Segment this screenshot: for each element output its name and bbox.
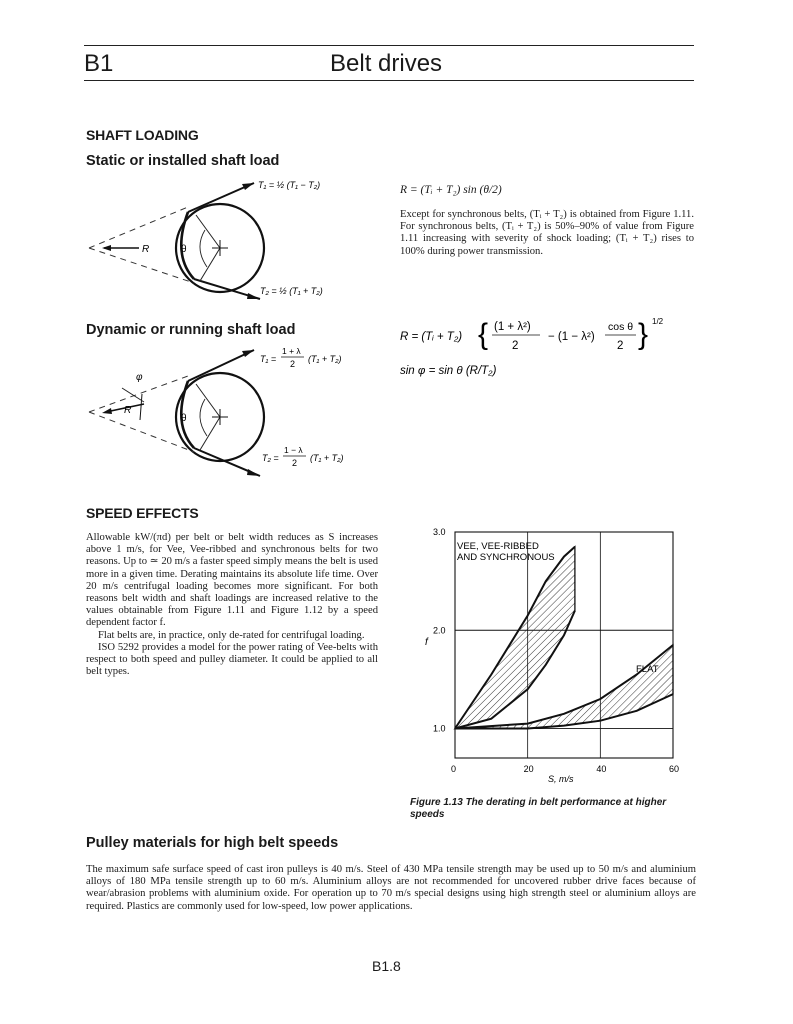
dashed-line-upper	[89, 207, 188, 248]
formula-frac2-den: 2	[617, 340, 624, 352]
formula-lead: R = (Tᵢ + T₂)	[400, 331, 463, 343]
y-axis-label: f	[425, 637, 428, 648]
belt-arrow-top	[242, 350, 254, 357]
formula-power: 1/2	[652, 317, 664, 326]
label-t1-prefix: T₁ =	[260, 354, 277, 364]
formula-frac1-num: (1 + λ²)	[494, 321, 531, 333]
dynamic-formula	[398, 308, 694, 388]
resultant-arrowhead	[102, 408, 112, 414]
label-t1-frac-num: 1 + λ	[282, 346, 301, 356]
theta-arc	[200, 399, 207, 436]
y-tick-label: 2.0	[433, 625, 446, 636]
radius-upper	[196, 215, 220, 248]
label-t2-frac-num: 1 − λ	[284, 445, 303, 455]
header-bottom-rule	[84, 80, 694, 81]
static-load-subheading: Static or installed shaft load	[86, 153, 280, 169]
label-t1-suffix: (T₁ + T₂)	[308, 354, 342, 364]
section-code: B1	[84, 50, 114, 77]
shaft-loading-heading: SHAFT LOADING	[86, 127, 199, 143]
radius-lower	[200, 248, 220, 281]
speed-para-2: Flat belts are, in practice, only de-rated for centrifugal loading.	[98, 629, 365, 641]
formula-phi: sin φ = sin θ (R/T₂)	[400, 365, 497, 377]
speed-effects-text	[86, 532, 378, 678]
derating-chart	[410, 520, 700, 790]
speed-para-3: ISO 5292 provides a model for the power rating of Vee-belts with respect to both speed and pulley diameter. It could be applied to all belt types.	[86, 641, 378, 678]
belt-arrow-bottom	[247, 293, 260, 299]
formula-brace-left: {	[478, 318, 489, 351]
formula-brace-right: }	[638, 318, 649, 351]
label-flat: FLAT	[636, 664, 659, 675]
formula-frac1-den: 2	[512, 340, 519, 352]
theta-arc	[200, 230, 207, 267]
header-top-rule	[84, 45, 694, 46]
label-t2-prefix: T₂ =	[262, 453, 279, 463]
label-vee-2: AND SYNCHRONOUS	[457, 552, 555, 563]
pulley-text: The maximum safe surface speed of cast iron pulleys is 40 m/s. Steel of 430 MPa tensile strength may be used up to 50 m/s and aluminium alloys of 180 MPa tensile strength up to 60 m/s. Aluminium alloys are not recommended for uncovered rubber drive faces because of wear/abrasion problems with aluminium oxide. For operation up to 70 m/s special designs using high strength steel or aluminium alloys are required. Plastics are commonly used for low-speed, low power applications.	[86, 864, 696, 912]
dynamic-load-subheading: Dynamic or running shaft load	[86, 322, 296, 338]
formula-frac2-num: cos θ	[608, 321, 634, 333]
phi-line	[122, 388, 144, 402]
y-tick-label: 3.0	[433, 527, 446, 537]
resultant-arrowhead	[102, 245, 111, 251]
figure-caption: Figure 1.13 The derating in belt performance at higher speeds	[410, 797, 667, 820]
static-load-diagram	[84, 175, 384, 305]
page-number: B1.8	[372, 958, 401, 974]
label-theta: θ	[181, 244, 187, 255]
label-t2-suffix: (T₁ + T₂)	[310, 453, 344, 463]
radius-upper	[196, 384, 220, 417]
label-vee: VEE, VEE-RIBBED	[457, 541, 539, 552]
x-axis-label: S, m/s	[548, 774, 574, 784]
static-formula: R = (Tᵢ + T₂) sin (θ/2)	[400, 184, 502, 196]
belt-arrow-top	[242, 183, 254, 190]
label-r: R	[124, 405, 132, 416]
label-t1-frac-den: 2	[290, 359, 296, 369]
page-title: Belt drives	[330, 50, 443, 77]
pulley-subheading: Pulley materials for high belt speeds	[86, 835, 339, 851]
label-t2: T₂ = ½ (T₁ + T₂)	[260, 286, 323, 296]
dynamic-load-diagram	[84, 340, 384, 490]
label-r: R	[142, 244, 150, 255]
x-tick-label: 60	[669, 764, 680, 774]
label-t1: T₁ = ½ (T₁ − T₂)	[258, 180, 321, 190]
label-phi: φ	[136, 372, 143, 383]
belt-arrow-bottom	[247, 469, 260, 476]
x-tick-label: 0	[451, 764, 457, 774]
label-t2-frac-den: 2	[292, 458, 298, 468]
phi-tick	[140, 394, 142, 420]
formula-minus-term: − (1 − λ²)	[548, 331, 595, 343]
speed-para-1: Allowable kW/(πd) per belt or belt width reduces as S increases above 1 m/s, for Vee, Vee-ribbed and synchronous belts for two reasons. Up to ≃ 20 m/s a faster speed simply means the belt is used more in a given time. Derating maintains its absolute life time. Over 20 m/s centrifugal loading becomes more significant. For both reasons belt width and shaft loadings are increased relative to the values obtainable from Figure 1.11 and Figure 1.12 by a speed dependent factor f.	[86, 532, 378, 629]
y-tick-label: 1.0	[433, 723, 446, 734]
label-theta: θ	[181, 413, 187, 424]
speed-effects-heading: SPEED EFFECTS	[86, 505, 199, 521]
static-note: Except for synchronous belts, (Tᵢ + T₂) is obtained from Figure 1.11. For synchronous belts, (Tᵢ + T₂) is 50%–90% of value from Figure 1.11 increasing with severity of shock loading; (Tᵢ + T₂) rises to 100% during power transmission.	[400, 209, 694, 257]
x-tick-label: 20	[523, 764, 534, 774]
radius-lower	[200, 417, 220, 450]
x-tick-label: 40	[596, 764, 607, 774]
